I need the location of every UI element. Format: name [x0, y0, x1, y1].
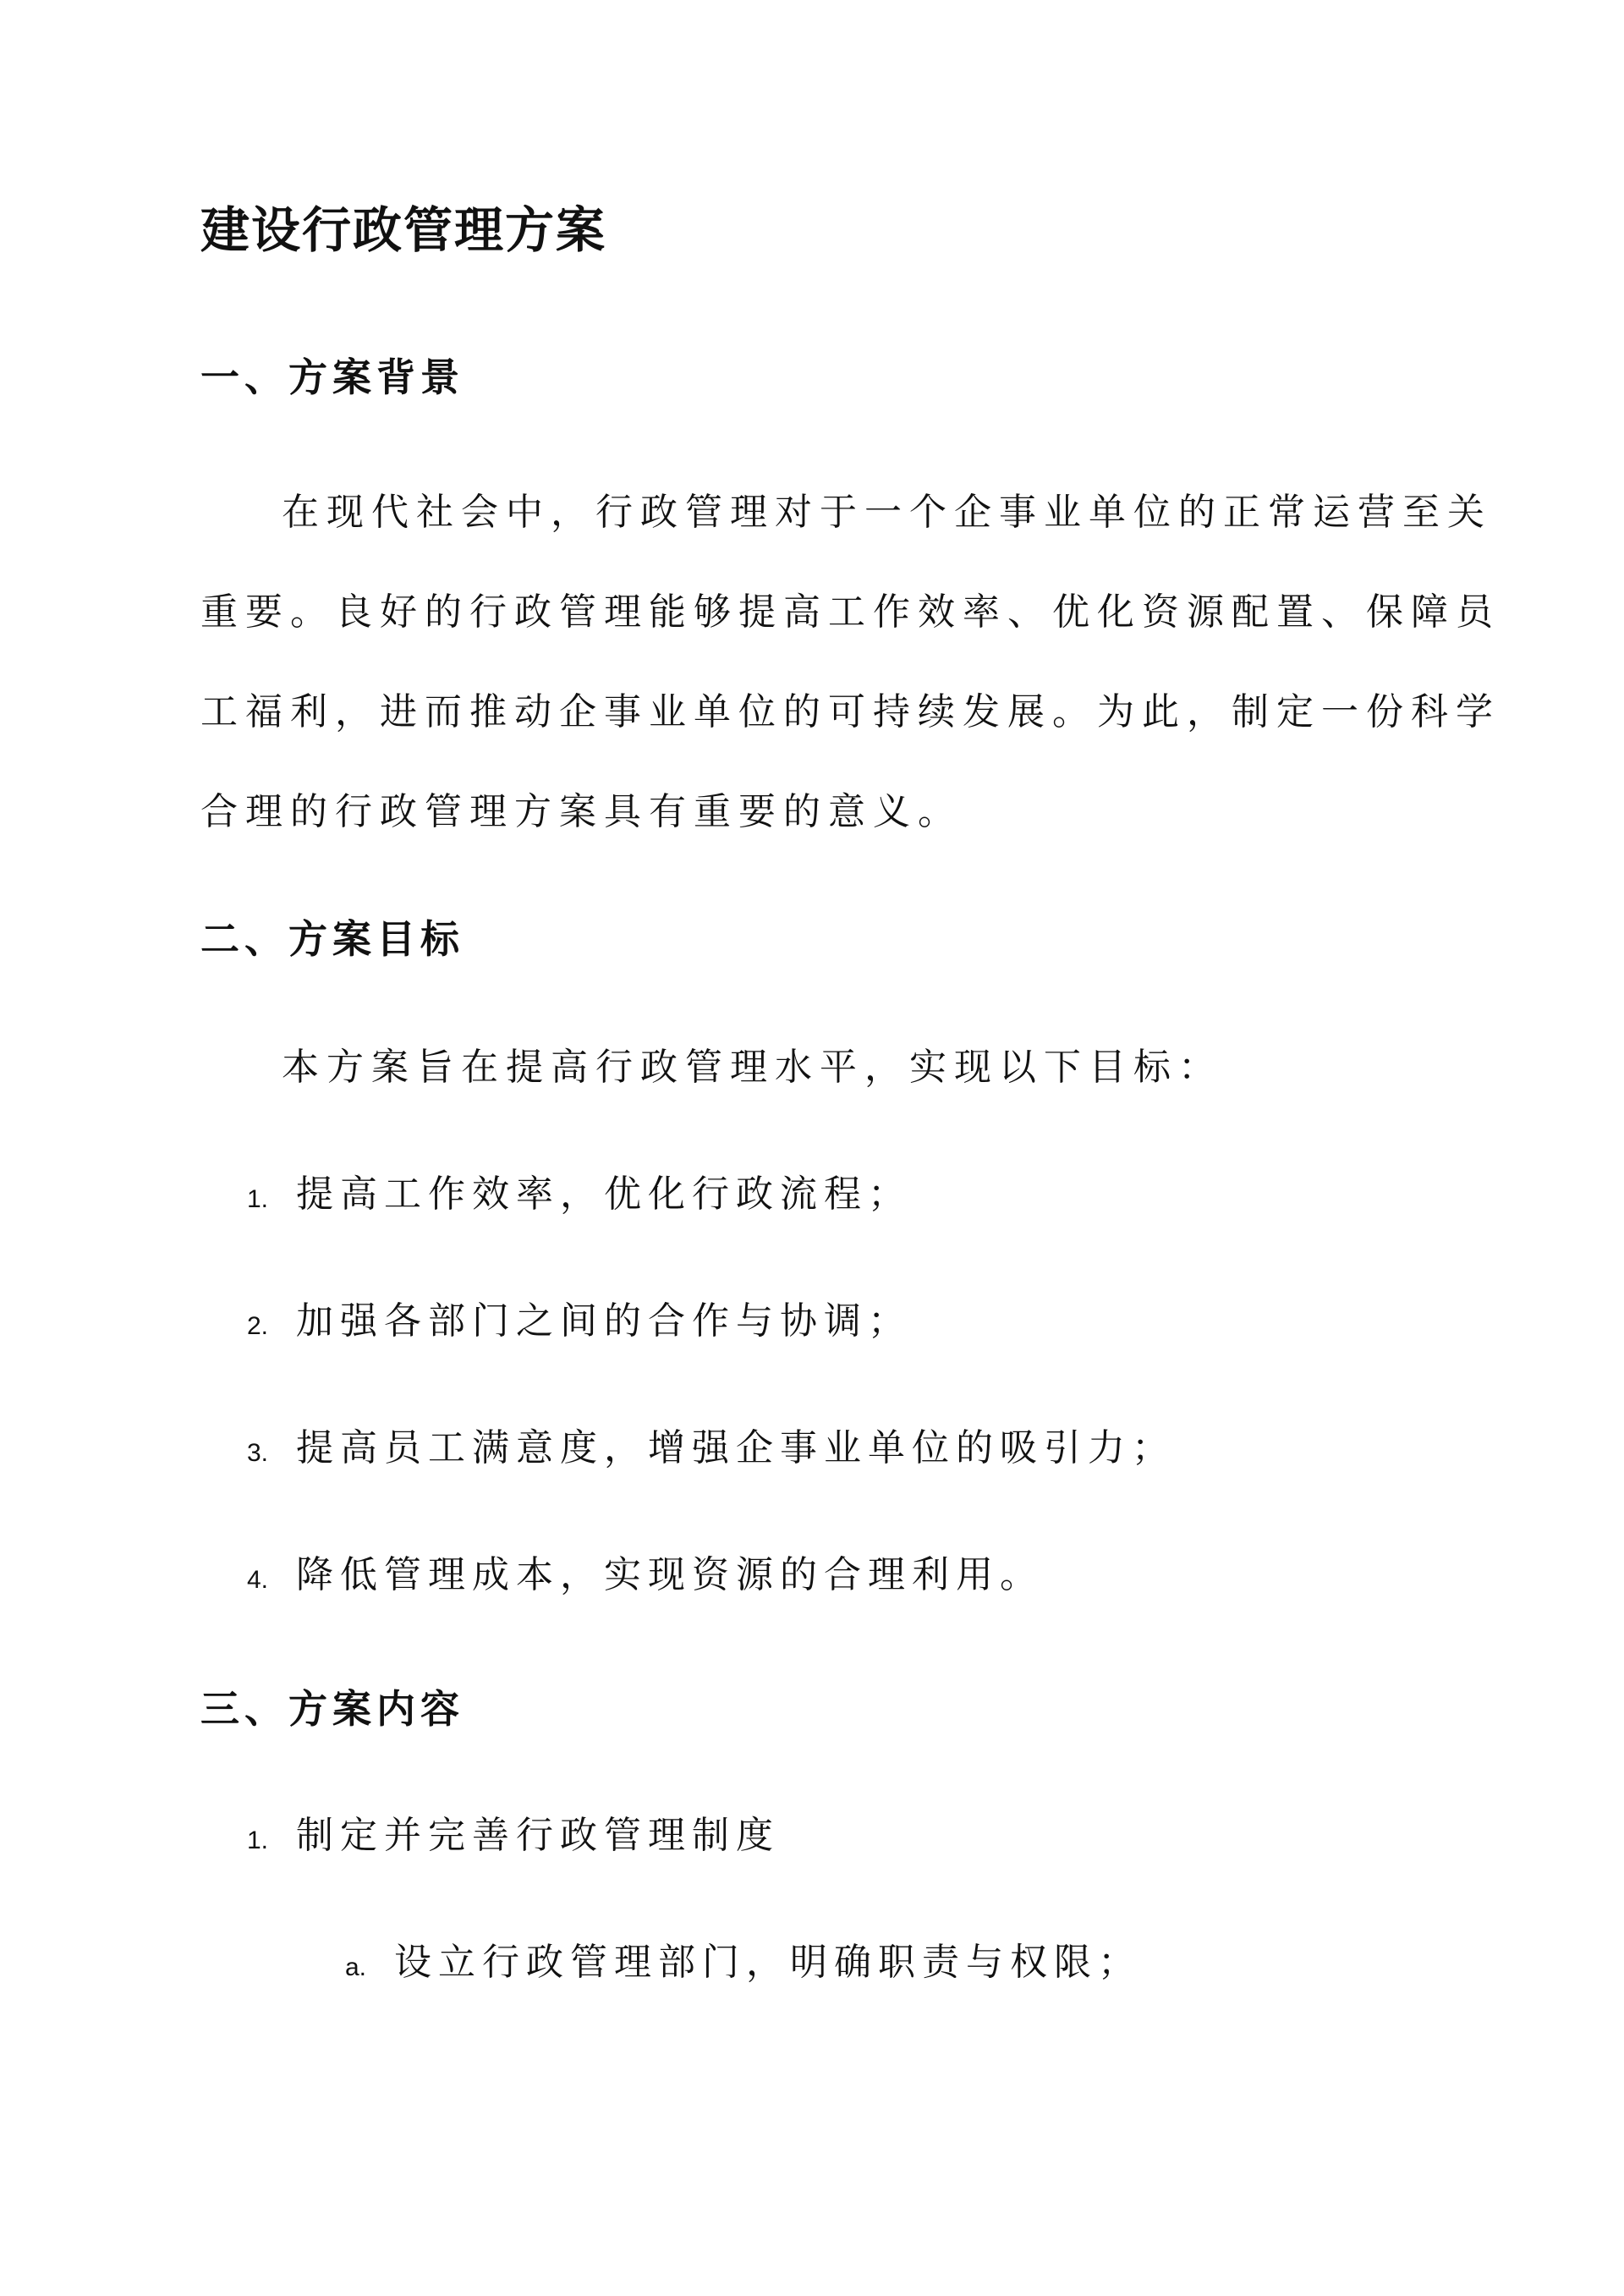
list-item-text: 降低管理成本，实现资源的合理利用。	[296, 1553, 1044, 1596]
paragraph-line: 重要。良好的行政管理能够提高工作效率、优化资源配置、保障员	[200, 590, 1501, 634]
sub-list-marker: a.	[345, 1953, 367, 1981]
document-title: 建设行政管理方案	[200, 201, 607, 259]
list-marker: 1.	[247, 1185, 269, 1213]
goals-intro: 本方案旨在提高行政管理水平，实现以下目标：	[282, 1046, 1223, 1089]
paragraph-line: 在现代社会中，行政管理对于一个企事业单位的正常运营至关	[282, 491, 1492, 534]
list-marker: 2.	[247, 1312, 269, 1340]
sub-list-item-text: 设立行政管理部门，明确职责与权限；	[394, 1941, 1142, 1984]
list-item-text: 提高员工满意度，增强企事业单位的吸引力；	[296, 1426, 1176, 1469]
paragraph-line: 工福利，进而推动企事业单位的可持续发展。为此，制定一份科学	[200, 690, 1501, 733]
list-item-text: 制定并完善行政管理制度	[296, 1814, 780, 1857]
section-heading-goals: 二、方案目标	[200, 916, 464, 962]
paragraph-line: 合理的行政管理方案具有重要的意义。	[200, 790, 963, 833]
list-item-text: 加强各部门之间的合作与协调；	[296, 1299, 912, 1343]
list-marker: 3.	[247, 1439, 269, 1467]
list-marker: 1.	[247, 1826, 269, 1854]
list-item-text: 提高工作效率，优化行政流程；	[296, 1173, 912, 1216]
list-marker: 4.	[247, 1566, 269, 1594]
section-heading-background: 一、方案背景	[200, 354, 464, 400]
section-heading-content: 三、方案内容	[200, 1686, 464, 1732]
